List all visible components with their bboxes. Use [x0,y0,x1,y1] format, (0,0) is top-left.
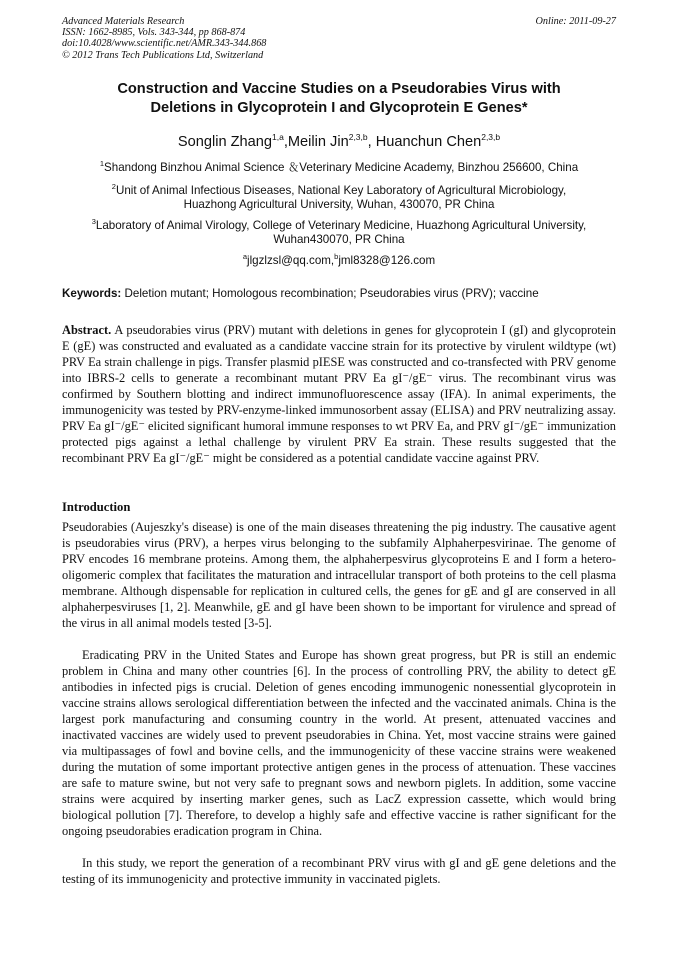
email-address: jlgzlzsl@qq.com, [247,253,335,267]
author-emails [62,250,616,268]
email-address: jml8328@126.com [338,253,436,267]
intro-paragraph-1: Pseudorabies (Aujeszky's disease) is one of the main diseases threatening the pig industry. The causative agent is pseudorabies virus (PRV), a herpes virus belonging to the subfamily Alphaherpesvirinae. The genome of PRV encodes 16 membrane proteins. Among them, the alphaherpesvirus glycoproteins E and I form a hetero-oligomeric complex that facilitates the maturation and intracellular transport of both proteins to the cell plasma membrane. Although dispensable for replication in cultured cells, the genes for gE and gI are conserved in all alphaherpesviruses [1, 2]. Meanwhile, gE and gI have been shown to be important for virulence and spread of the virus in all animal models tested [3-5]. [62,520,616,630]
author-name: , Huanchun Chen [367,133,482,150]
affiliation-2 [62,180,616,213]
affil-line [62,215,616,233]
affil-text: Laboratory of Animal Virology, College of Veterinary Medicine, Huazhong Agricultural University, [95,218,587,232]
author-affil-mark: 2,3,b [481,132,501,142]
author-affil-mark: 2,3,b [348,132,368,142]
author-affil-mark: 1,a [272,132,284,142]
author-name: ,Meilin Jin [283,133,349,150]
email-mark: a [242,252,247,261]
affil-text: Unit of Animal Infectious Diseases, National Key Laboratory of Agricultural Microbiology, [115,183,567,197]
affil-mark: 2 [111,182,116,191]
title-line-2: Deletions in Glycoprotein I and Glycoprotein E Genes* [150,100,528,116]
keywords-label: Keywords: [62,287,122,300]
doi-line: doi:10.4028/www.scientific.net/AMR.343-344.868 [62,38,267,50]
author-list [62,128,616,151]
affil-line [62,180,616,198]
affil-mark: 1 [99,159,105,168]
affiliation-1 [62,157,616,175]
affiliation-3 [62,215,616,248]
copyright-line: © 2012 Trans Tech Publications Ltd, Switzerland [62,49,264,61]
journal-name: Advanced Materials Research [62,16,185,27]
abstract-label: Abstract. [62,323,112,337]
affil-line: Huazhong Agricultural University, Wuhan, 430070, PR China [183,198,495,212]
abstract-text: A pseudorabies virus (PRV) mutant with deletions in genes for glycoprotein I (gI) and glycoprotein E (gE) was constructed and evaluated as a candidate vaccine strain for its protective by virulent wildtype (wt) PRV Ea strain challenge in pigs. Transfer plasmid pIESE was constructed and co-transfected with PRV genome into IBRS-2 cells to generate a recombinant mutant PRV Ea gI⁻/gE⁻ virus. The recombinant virus was confirmed by Southern blotting and indirect immunofluorescence assay (IFA). In animal experiments, the immunogenicity was tested by PRV-enzyme-linked immunosorbent assay (ELISA) and PRV neutralizing assay. PRV Ea gI⁻/gE⁻ elicited significant humoral immune responses to wt PRV Ea, and PRV gI⁻/gE⁻ immunization protected pigs against a lethal challenge by virulent PRV Ea strain. These results suggested that the recombinant PRV Ea gI⁻/gE⁻ might be considered as a potential candidate vaccine against PRV. [62,323,616,465]
author-name: Songlin Zhang [177,133,272,150]
intro-paragraph-3: In this study, we report the generation of a recombinant PRV virus with gI and gE gene deletions and the testing of its immunogenicity and protective immunity in vaccinated piglets. [62,856,616,886]
affil-line: Wuhan430070, PR China [273,233,405,247]
paper-title [62,80,616,118]
section-heading-introduction: Introduction [62,500,131,514]
online-date: Online: 2011-09-27 [535,16,616,27]
email-mark: b [334,252,339,261]
keywords-text: Deletion mutant; Homologous recombination; Pseudorabies virus (PRV); vaccine [124,287,539,300]
abstract [62,322,616,466]
issn-line: ISSN: 1662-8985, Vols. 343-344, pp 868-874 [62,27,246,39]
intro-paragraph-2: Eradicating PRV in the United States and Europe has shown great progress, but PR is still an endemic problem in China and many other countries [6]. In the process of controlling PRV, the ability to detect gE antibodies in infected pigs is crucial. Deletion of genes encoding immunogenic nonessential glycoprotein in vaccine strains allows serological differentiation between the infected and the vaccinated animals. China is the largest pork manufacturing and consuming country in the world. At present, attenuated vaccines and inactivated vaccines are widely used to prevent pseudorabies in China. Yet, most vaccine strains were gained via multipassages of fowl and bovine cells, and the immunogenicity of these vaccine strains were weakened during the mutation of some important protective antigen genes in the process of attenuation. These vaccines are safe to mature swine, but not very safe to pregnant sows and newborn piglets. In addition, some vaccine strains were acquired by inserting marker genes, such as LacZ expression cassette, which would bring biological pollution [7]. Therefore, to develop a highly safe and effective vaccine is rather significant for the ongoing pseudorabies eradication program in China. [62,648,616,838]
title-line-1: Construction and Vaccine Studies on a Pseudorabies Virus with [117,81,561,97]
affil-mark: 3 [91,217,96,226]
affil-text: Shandong Binzhou Animal Science ＆Veterinary Medicine Academy, Binzhou 256600, China [104,160,579,174]
keywords [62,287,616,301]
journal-header [62,16,266,61]
